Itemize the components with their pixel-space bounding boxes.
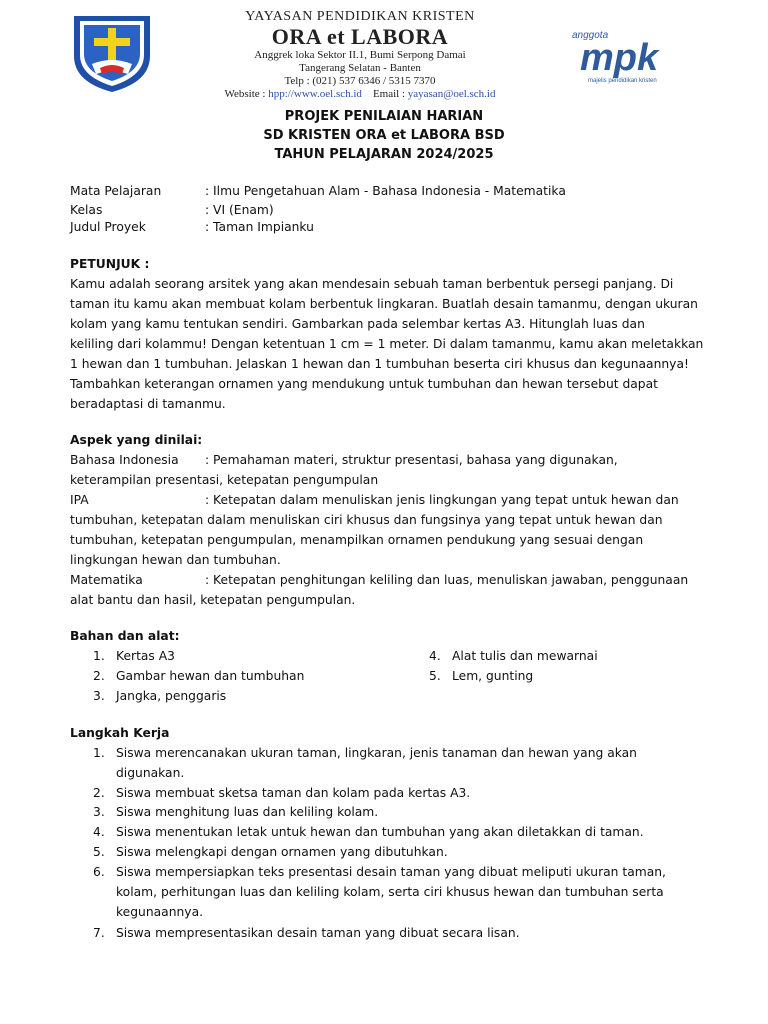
assessment-label-ipa: IPA [70, 493, 89, 507]
info-label-project: Judul Proyek [70, 220, 146, 234]
assessment-cont-ipa: tumbuhan, ketepatan pengumpulan, menampilkan ornamen pendukung yang sesuai dengan [70, 533, 644, 547]
materials-number: 1. [93, 649, 105, 663]
info-value-class: : VI (Enam) [205, 203, 274, 217]
materials-heading: Bahan dan alat: [70, 629, 180, 643]
step-number: 7. [93, 926, 105, 940]
materials-number: 2. [93, 669, 105, 683]
instructions-heading: PETUNJUK : [70, 257, 150, 271]
instructions-line: Tambahkan keterangan ornamen yang mendukung untuk tumbuhan dan hewan tersebut dapat [70, 377, 658, 391]
step-text: Siswa membuat sketsa taman dan kolam pada kertas A3. [116, 786, 471, 800]
materials-item: Gambar hewan dan tumbuhan [116, 669, 305, 683]
address-line-2: Tangerang Selatan - Banten [299, 62, 421, 74]
badge-sub-text: majelis pendidikan kristen [588, 78, 657, 84]
mpk-member-logo [570, 24, 680, 86]
badge-small-text: anggota [572, 30, 609, 41]
materials-item: Jangka, penggaris [116, 689, 227, 703]
step-number: 3. [93, 805, 105, 819]
materials-number: 4. [429, 649, 441, 663]
email-label: Email : [372, 88, 408, 100]
school-shield-logo [62, 12, 162, 94]
assessment-cont-math: alat bantu dan hasil, ketepatan pengumpulan. [70, 593, 356, 607]
step-text: kolam, perhitungan luas dan keliling kolam, serta ciri khusus hewan dan tumbuhan serta [116, 885, 664, 899]
materials-item: Alat tulis dan mewarnai [452, 649, 598, 663]
website-label: Website : [224, 88, 269, 100]
step-number: 5. [93, 845, 105, 859]
instructions-line: taman itu kamu akan membuat kolam berbentuk lingkaran. Buatlah desain tamanmu, dengan ukuran [70, 297, 698, 311]
materials-item: Kertas A3 [116, 649, 175, 663]
assessment-first-ipa: : Ketepatan dalam menuliskan jenis lingkungan yang tepat untuk hewan dan [205, 493, 679, 507]
info-label-subject: Mata Pelajaran [70, 184, 162, 198]
step-text: Siswa mempersiapkan teks presentasi desain taman yang dibuat meliputi ukuran taman, [116, 865, 666, 879]
website-email-line [200, 88, 520, 101]
step-number: 1. [93, 746, 105, 760]
document-title [0, 107, 768, 164]
assessment-cont-bahasa: keterampilan presentasi, ketepatan pengumpulan [70, 473, 379, 487]
title-line-1: PROJEK PENILAIAN HARIAN [284, 109, 484, 124]
instructions-line: keliling dari kolammu! Dengan ketentuan 1 cm = 1 meter. Di dalam tamanmu, kamu akan meletakkan [70, 337, 704, 351]
title-line-2: SD KRISTEN ORA et LABORA BSD [263, 128, 505, 143]
info-value-subject: : Ilmu Pengetahuan Alam - Bahasa Indonesia - Matematika [205, 184, 566, 198]
letterhead [200, 9, 520, 101]
info-value-project: : Taman Impianku [205, 220, 314, 234]
email-link[interactable]: yayasan@oel.sch.id [407, 88, 496, 100]
instructions-line: beradaptasi di tamanmu. [70, 397, 226, 411]
instructions-paragraph [70, 274, 710, 414]
website-link[interactable]: hpp://www.oel.sch.id [268, 88, 362, 100]
step-text: digunakan. [116, 766, 185, 780]
step-text: kegunaannya. [116, 905, 204, 919]
materials-item: Lem, gunting [452, 669, 534, 683]
step-text: Siswa mempresentasikan desain taman yang dibuat secara lisan. [116, 926, 520, 940]
assessment-first-math: : Ketepatan penghitungan keliling dan luas, menuliskan jawaban, penggunaan [205, 573, 689, 587]
assessment-label-math: Matematika [70, 573, 143, 587]
title-line-3: TAHUN PELAJARAN 2024/2025 [274, 147, 494, 162]
assessment-cont-ipa: lingkungan hewan dan tumbuhan. [70, 553, 281, 567]
assessment-label-bahasa: Bahasa Indonesia [70, 453, 179, 467]
step-text: Siswa menghitung luas dan keliling kolam. [116, 805, 379, 819]
steps-heading: Langkah Kerja [70, 726, 170, 740]
materials-number: 3. [93, 689, 105, 703]
phone-line: Telp : (021) 537 6346 / 5315 7370 [284, 75, 436, 87]
school-name: ORA et LABORA [271, 24, 449, 49]
address-line-1: Anggrek loka Sektor II.1, Bumi Serpong Damai [254, 49, 466, 61]
instructions-line: kolam yang kamu tentukan sendiri. Gambarkan pada selembar kertas A3. Hitunglah luas dan [70, 317, 645, 331]
step-number: 4. [93, 825, 105, 839]
badge-big-text: mpk [580, 37, 659, 79]
assessment-first-bahasa: : Pemahaman materi, struktur presentasi, bahasa yang digunakan, [205, 453, 618, 467]
step-text: Siswa melengkapi dengan ornamen yang dibutuhkan. [116, 845, 448, 859]
foundation-name: YAYASAN PENDIDIKAN KRISTEN [245, 9, 475, 24]
assessment-heading: Aspek yang dinilai: [70, 433, 203, 447]
instructions-line: 1 hewan dan 1 tumbuhan. Jelaskan 1 hewan dan 1 tumbuhan beserta ciri khusus dan kegunaannya! [70, 357, 689, 371]
step-number: 2. [93, 786, 105, 800]
step-text: Siswa merencanakan ukuran taman, lingkaran, jenis tanaman dan hewan yang akan [116, 746, 637, 760]
instructions-line: Kamu adalah seorang arsitek yang akan mendesain sebuah taman berbentuk persegi panjang. Di [70, 277, 674, 291]
step-text: Siswa menentukan letak untuk hewan dan tumbuhan yang akan diletakkan di taman. [116, 825, 644, 839]
step-number: 6. [93, 865, 105, 879]
assessment-cont-ipa: tumbuhan, ketepatan dalam menuliskan ciri khusus dan fungsinya yang tepat untuk hewan dan [70, 513, 663, 527]
info-label-class: Kelas [70, 203, 103, 217]
materials-number: 5. [429, 669, 441, 683]
